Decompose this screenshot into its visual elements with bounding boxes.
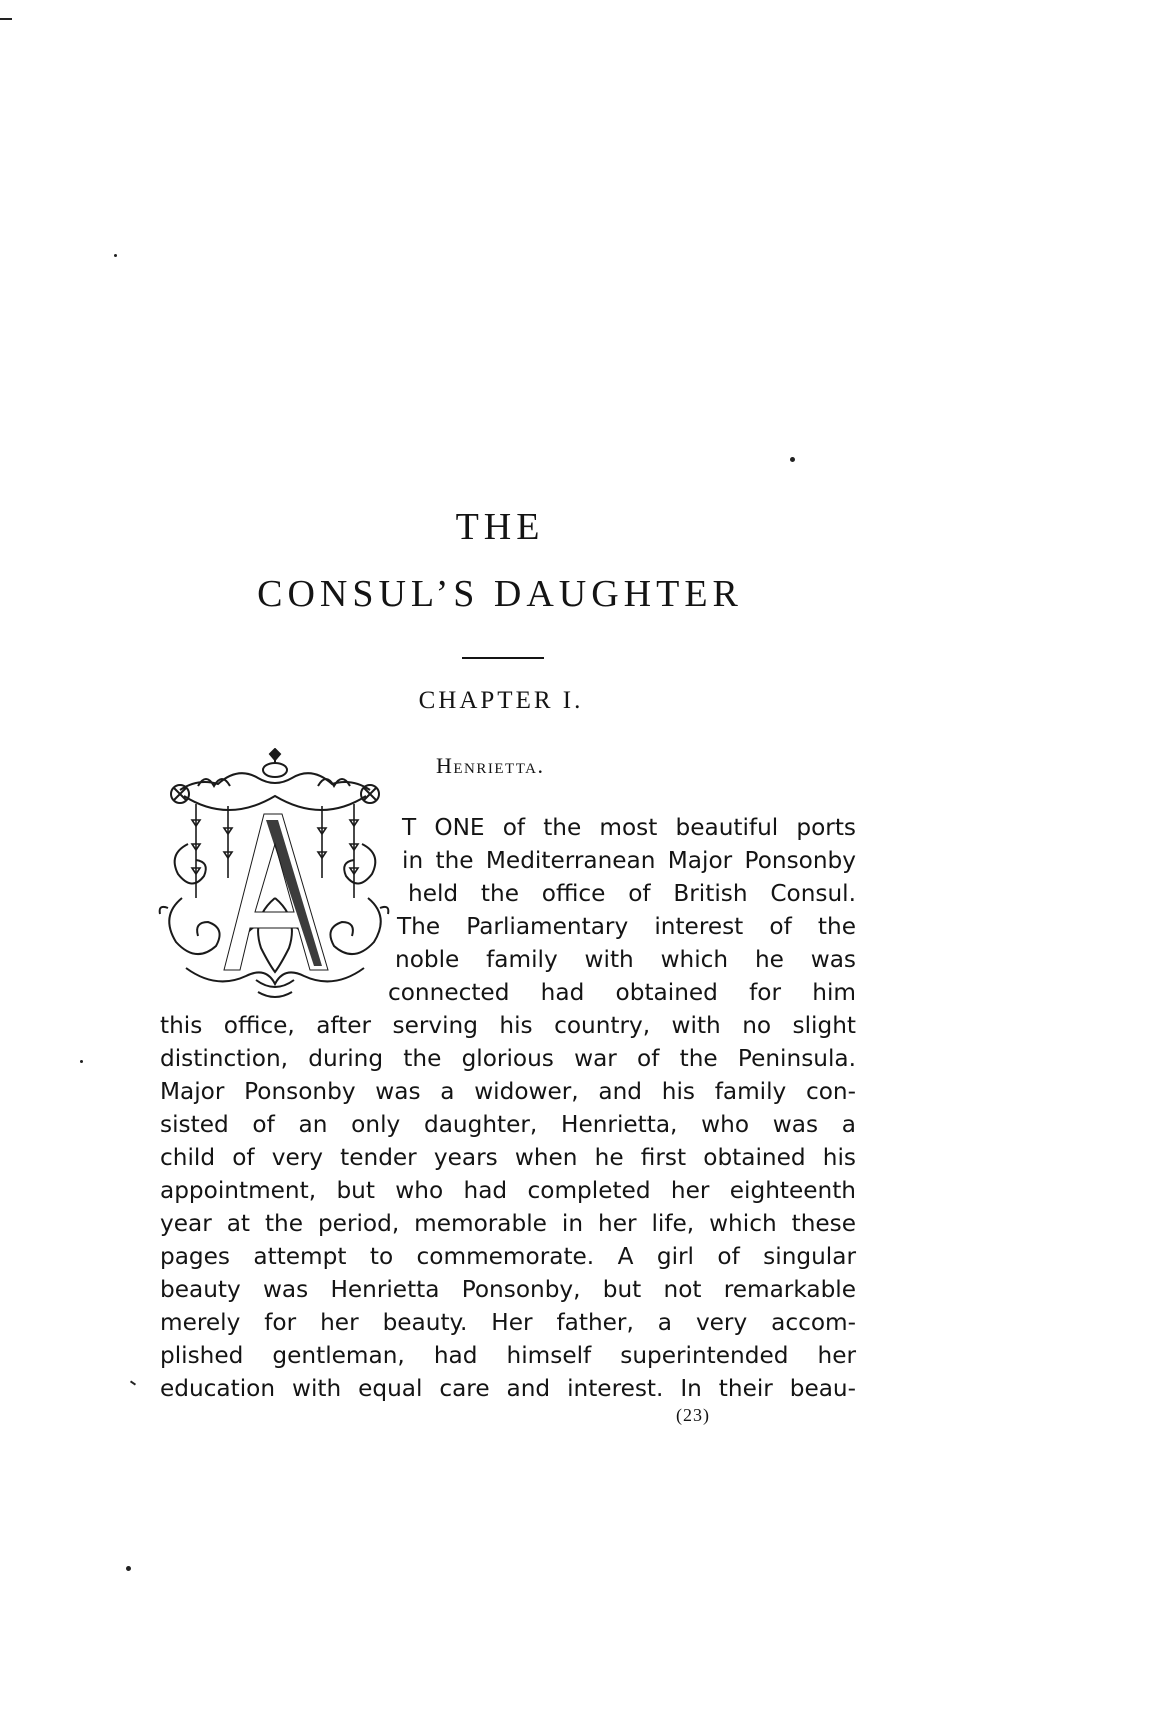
scan-speck	[0, 18, 12, 20]
body-line: noble family with which he was	[395, 946, 856, 973]
drop-cap-letter: A	[275, 991, 277, 993]
section-heading: Henrietta.	[436, 753, 545, 778]
body-line: in the Mediterranean Major Ponsonby	[402, 847, 856, 874]
body-line: merely for her beauty. Her father, a very accom-	[160, 1309, 856, 1336]
body-line: connected had obtained for him	[388, 979, 856, 1006]
title-line-2: CONSUL’S DAUGHTER	[257, 573, 743, 615]
scan-speck	[790, 457, 795, 462]
body-line: The Parliamentary interest of the	[397, 913, 856, 940]
body-text-full	[160, 1009, 856, 1405]
body-line: education with equal care and interest. In their beau-	[160, 1375, 856, 1402]
body-line: held the office of British Consul.	[408, 880, 856, 907]
body-line: pages attempt to commemorate. A girl of singular	[160, 1243, 856, 1270]
page-number: (23)	[676, 1405, 710, 1425]
body-line: beauty was Henrietta Ponsonby, but not remarkable	[160, 1276, 856, 1303]
chapter-heading: CHAPTER I.	[418, 687, 584, 714]
body-line: sisted of an only daughter, Henrietta, who was a	[160, 1111, 856, 1138]
scan-speck	[80, 1060, 83, 1063]
body-line: plished gentleman, had himself superintended her	[160, 1342, 856, 1369]
body-line: Major Ponsonby was a widower, and his family con-	[160, 1078, 856, 1105]
drop-cap-ornament	[158, 748, 390, 1006]
body-line: appointment, but who had completed her eighteenth	[160, 1177, 856, 1204]
title-rule	[462, 657, 544, 659]
body-line: T ONE of the most beautiful ports	[402, 814, 856, 841]
title-line-1: THE	[455, 506, 545, 548]
body-line: distinction, during the glorious war of the Peninsula.	[160, 1045, 856, 1072]
scan-speck	[130, 1380, 136, 1385]
body-text-indented	[388, 811, 856, 1009]
body-line: child of very tender years when he first obtained his	[160, 1144, 856, 1171]
body-line: year at the period, memorable in her life, which these	[160, 1210, 856, 1237]
body-line: this office, after serving his country, with no slight	[160, 1012, 856, 1039]
scan-speck	[126, 1566, 131, 1571]
scan-speck	[114, 254, 117, 257]
